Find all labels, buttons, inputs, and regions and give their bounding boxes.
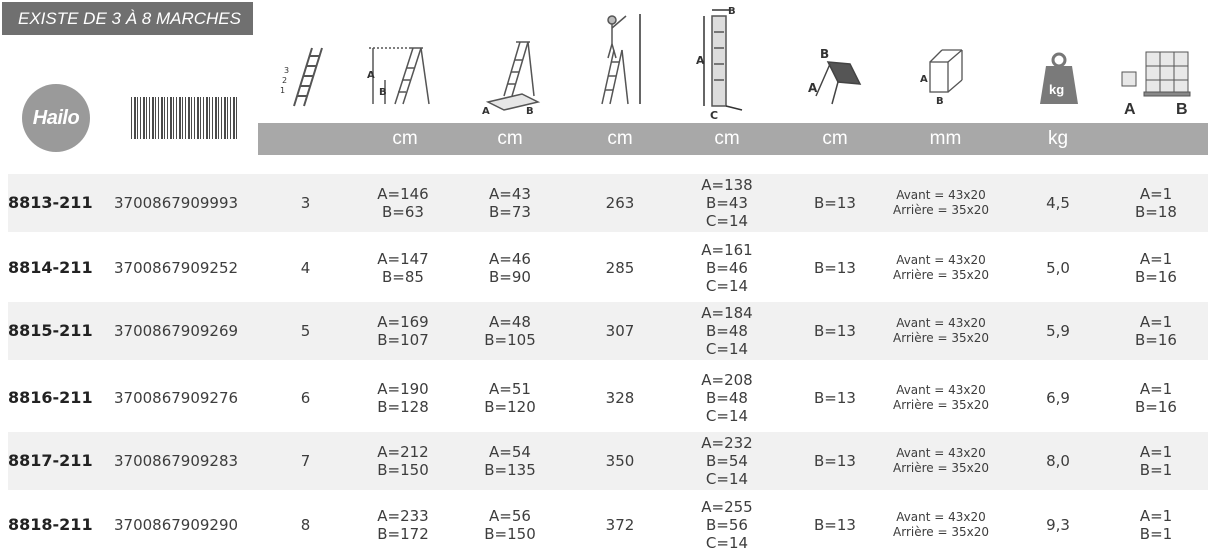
cell-line: A=51: [489, 380, 531, 398]
cell-steps: 7: [300, 452, 311, 470]
cell-line: B=172: [377, 525, 429, 543]
cell-profile: [881, 369, 1001, 427]
table-row: [8, 302, 1208, 360]
cell-line: C=14: [705, 534, 749, 552]
cell-line: A=138: [701, 176, 753, 194]
barcode-icon: [131, 97, 239, 139]
table-row: [8, 239, 1208, 297]
cell-steps: 4: [300, 259, 311, 277]
cell-ean: 3700867909993: [114, 194, 239, 212]
cell-depth: B=13: [814, 516, 856, 534]
ladder-footprint-icon: [478, 38, 543, 116]
cell-line: B=18: [1135, 203, 1177, 221]
cell-ean: 3700867909276: [114, 389, 239, 407]
cell-profile: [881, 302, 1001, 360]
cell-line: B=48: [706, 322, 748, 340]
cell-folded: [677, 174, 777, 232]
cell-weight: 5,0: [1046, 259, 1070, 277]
cell-footprint: [460, 174, 560, 232]
unit-footprint: cm: [497, 128, 523, 149]
cell-line: Arrière = 35x20: [893, 461, 989, 475]
working-height-icon: [596, 10, 646, 108]
cell-footprint: [460, 369, 560, 427]
cell-height: [353, 302, 453, 360]
cell-line: A=1: [1139, 313, 1173, 331]
cell-line: B=48: [706, 389, 748, 407]
cell-line: A=146: [377, 185, 429, 203]
cell-pack: [1106, 302, 1206, 360]
dimension-label: A: [482, 106, 490, 116]
cell-line: B=120: [484, 398, 536, 416]
cell-footprint: [460, 239, 560, 297]
dimension-label: A: [1124, 101, 1136, 118]
cell-line: Avant = 43x20: [896, 188, 986, 202]
cell-line: B=105: [484, 331, 536, 349]
cell-profile: [881, 174, 1001, 232]
cell-line: B=16: [1135, 331, 1177, 349]
cell-height: [353, 496, 453, 554]
cell-pack: [1106, 432, 1206, 490]
cell-line: A=1: [1139, 507, 1173, 525]
cell-line: B=85: [382, 268, 424, 286]
cell-line: B=56: [706, 516, 748, 534]
cell-ref: 8814-211: [8, 258, 93, 277]
cell-line: Avant = 43x20: [896, 383, 986, 397]
cell-line: B=16: [1135, 268, 1177, 286]
unit-folded: cm: [714, 128, 740, 149]
cell-folded: [677, 432, 777, 490]
cell-steps: 8: [300, 516, 311, 534]
weight-icon: [1040, 50, 1078, 106]
cell-folded: [677, 239, 777, 297]
cell-depth: B=13: [814, 389, 856, 407]
cell-line: B=63: [382, 203, 424, 221]
cell-line: Arrière = 35x20: [893, 398, 989, 412]
table-row: [8, 369, 1208, 427]
cell-pack: [1106, 174, 1206, 232]
cell-pack: [1106, 239, 1206, 297]
cell-folded: [677, 369, 777, 427]
unit-weight: kg: [1047, 128, 1069, 149]
cell-line: B=135: [484, 461, 536, 479]
table-row: [8, 174, 1208, 232]
cell-line: A=48: [489, 313, 531, 331]
cell-height: [353, 239, 453, 297]
weight-label: kg: [1049, 82, 1065, 97]
cell-line: Arrière = 35x20: [893, 203, 989, 217]
cell-steps: 3: [300, 194, 311, 212]
unit-profile: mm: [929, 128, 962, 149]
cell-line: C=14: [705, 470, 749, 488]
cell-line: B=107: [377, 331, 429, 349]
dimension-label: A: [367, 70, 375, 81]
cell-line: B=150: [484, 525, 536, 543]
cell-line: A=232: [701, 434, 753, 452]
ladder-height-icon: [365, 40, 435, 110]
dimension-label: C: [710, 109, 719, 120]
cell-ean: 3700867909269: [114, 322, 239, 340]
cell-line: A=190: [377, 380, 429, 398]
cell-line: B=1: [1139, 461, 1173, 479]
cell-footprint: [460, 496, 560, 554]
packaging-icon: [1116, 38, 1192, 118]
dimension-label: B: [936, 96, 944, 107]
cell-line: B=1: [1139, 525, 1173, 543]
cell-line: A=46: [489, 250, 531, 268]
cell-ean: 3700867909252: [114, 259, 239, 277]
cell-line: B=90: [489, 268, 531, 286]
cell-weight: 9,3: [1046, 516, 1070, 534]
folded-dimensions-icon: [690, 2, 768, 120]
step-label: 3: [284, 66, 290, 75]
cell-line: C=14: [705, 407, 749, 425]
cell-steps: 6: [300, 389, 311, 407]
cell-weight: 4,5: [1046, 194, 1070, 212]
dimension-label: B: [526, 106, 534, 116]
dimension-label: A: [696, 54, 705, 67]
cell-line: A=1: [1139, 185, 1173, 203]
cell-ref: 8817-211: [8, 451, 93, 470]
cell-height: [353, 174, 453, 232]
cell-ean: 3700867909283: [114, 452, 239, 470]
cell-line: A=1: [1139, 380, 1173, 398]
dimension-label: B: [728, 6, 736, 17]
cell-line: Avant = 43x20: [896, 446, 986, 460]
cell-ean: 3700867909290: [114, 516, 239, 534]
cell-folded: [677, 302, 777, 360]
cell-depth: B=13: [814, 259, 856, 277]
cell-ref: 8816-211: [8, 388, 93, 407]
range-banner: EXISTE DE 3 À 8 MARCHES: [2, 2, 253, 35]
cell-line: C=14: [705, 277, 749, 295]
cell-height: [353, 432, 453, 490]
cell-pack: [1106, 369, 1206, 427]
cell-line: A=169: [377, 313, 429, 331]
cell-pack: [1106, 496, 1206, 554]
cell-line: A=212: [377, 443, 429, 461]
dimension-label: B: [820, 47, 830, 61]
cell-folded: [677, 496, 777, 554]
unit-working-height: cm: [607, 128, 633, 149]
cell-line: B=54: [706, 452, 748, 470]
cell-line: B=43: [706, 194, 748, 212]
cell-footprint: [460, 432, 560, 490]
step-label: 1: [280, 86, 286, 95]
step-label: 2: [282, 76, 288, 85]
table-row: [8, 496, 1208, 554]
cell-work: 307: [605, 322, 635, 340]
cell-depth: B=13: [814, 452, 856, 470]
cell-weight: 8,0: [1046, 452, 1070, 470]
table-row: [8, 432, 1208, 490]
cell-line: B=150: [377, 461, 429, 479]
cell-line: A=161: [701, 241, 753, 259]
cell-line: A=233: [377, 507, 429, 525]
cell-depth: B=13: [814, 322, 856, 340]
cell-line: Avant = 43x20: [896, 253, 986, 267]
cell-footprint: [460, 302, 560, 360]
steps-count-icon: [278, 44, 328, 110]
cell-line: Arrière = 35x20: [893, 268, 989, 282]
dimension-label: A: [920, 74, 928, 85]
dimension-label: A: [808, 81, 818, 95]
cell-line: C=14: [705, 340, 749, 358]
cell-line: B=46: [706, 259, 748, 277]
cell-line: A=147: [377, 250, 429, 268]
cell-ref: 8813-211: [8, 193, 93, 212]
cell-line: A=184: [701, 304, 753, 322]
cell-depth: B=13: [814, 194, 856, 212]
hailo-logo: Hailo: [22, 84, 90, 152]
dimension-label: B: [379, 87, 387, 98]
cell-ref: 8818-211: [8, 515, 93, 534]
cell-steps: 5: [300, 322, 311, 340]
cell-line: A=1: [1139, 443, 1173, 461]
cell-profile: [881, 496, 1001, 554]
dimension-label: B: [1176, 101, 1188, 118]
cell-work: 350: [605, 452, 635, 470]
cell-line: A=54: [489, 443, 531, 461]
cell-line: A=1: [1139, 250, 1173, 268]
cell-line: A=208: [701, 371, 753, 389]
cell-height: [353, 369, 453, 427]
cell-work: 372: [605, 516, 635, 534]
cell-work: 285: [605, 259, 635, 277]
cell-work: 263: [605, 194, 635, 212]
cell-line: A=56: [489, 507, 531, 525]
unit-step-depth: cm: [822, 128, 848, 149]
cell-line: A=43: [489, 185, 531, 203]
cell-weight: 6,9: [1046, 389, 1070, 407]
cell-ref: 8815-211: [8, 321, 93, 340]
cell-profile: [881, 239, 1001, 297]
unit-height: cm: [392, 128, 418, 149]
cell-line: Avant = 43x20: [896, 316, 986, 330]
cell-line: B=128: [377, 398, 429, 416]
cell-line: A=255: [701, 498, 753, 516]
cell-line: Arrière = 35x20: [893, 331, 989, 345]
cell-line: C=14: [705, 212, 749, 230]
cell-work: 328: [605, 389, 635, 407]
cell-line: Arrière = 35x20: [893, 525, 989, 539]
cell-weight: 5,9: [1046, 322, 1070, 340]
profile-section-icon: [918, 48, 970, 108]
cell-profile: [881, 432, 1001, 490]
cell-line: Avant = 43x20: [896, 510, 986, 524]
step-depth-icon: [806, 44, 866, 106]
cell-line: B=16: [1135, 398, 1177, 416]
cell-line: B=73: [489, 203, 531, 221]
